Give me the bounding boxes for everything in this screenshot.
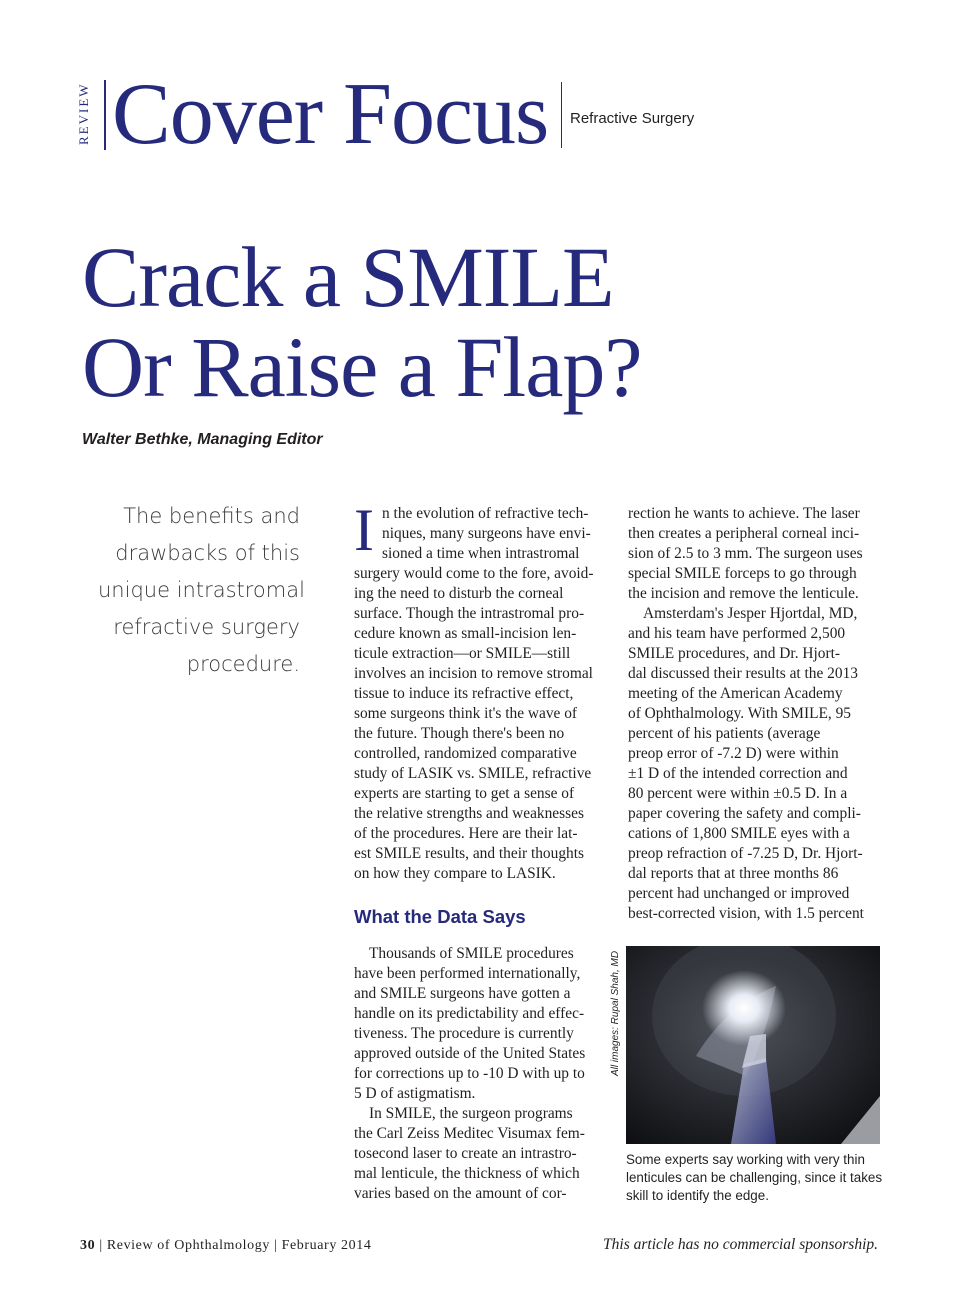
text-line: for corrections up to -10 D with up to [354, 1065, 585, 1082]
text-line: of Ophthalmology. With SMILE, 95 [628, 705, 851, 722]
text-line: surgery would come to the fore, avoid- [354, 565, 594, 582]
caption-line: skill to identify the edge. [626, 1188, 769, 1203]
text-line: ticule extraction—or SMILE—still [354, 645, 571, 662]
text-line: approved outside of the United States [354, 1045, 586, 1062]
page-footer [80, 1238, 371, 1254]
headline-line-1: Crack a SMILE [82, 229, 614, 325]
text-line: and his team have performed 2,500 [628, 625, 846, 642]
text-line: n the evolution of refractive tech- [382, 505, 589, 522]
footer-separator: | [99, 1238, 103, 1253]
text-line: SMILE procedures, and Dr. Hjort- [628, 645, 840, 662]
text-line: niques, many surgeons have envi- [382, 525, 591, 542]
header-divider-left [104, 80, 106, 150]
deck-line: unique intrastromal [98, 578, 305, 602]
text-line: some surgeons think it's the wave of [354, 705, 578, 722]
sponsorship-note: This article has no commercial sponsorship. [603, 1236, 878, 1253]
text-line: paper covering the safety and compli- [628, 805, 861, 822]
photo-credit: All images: Rupal Shah, MD [610, 950, 621, 1076]
text-line: mal lenticule, the thickness of which [354, 1165, 580, 1182]
section-title: Cover Focus [112, 66, 549, 163]
text-line: tiveness. The procedure is currently [354, 1025, 574, 1042]
drop-cap: I [354, 497, 374, 563]
headline-line-2: Or Raise a Flap? [82, 319, 642, 415]
deck-line: The benefits and [123, 504, 300, 528]
text-line: the relative strengths and weaknesses [354, 805, 584, 822]
column-1-data [354, 944, 606, 1204]
surgical-photo [626, 946, 880, 1144]
text-line: controlled, randomized comparative [354, 745, 577, 762]
text-line: the incision and remove the lenticule. [628, 585, 859, 602]
header-divider-right [561, 82, 562, 148]
byline: Walter Bethke, Managing Editor [82, 431, 323, 448]
text-line: involves an incision to remove stromal [354, 665, 593, 682]
section-subject: Refractive Surgery [570, 110, 695, 127]
text-line: study of LASIK vs. SMILE, refractive [354, 765, 592, 782]
text-line: then creates a peripheral corneal inci- [628, 525, 860, 542]
text-line: of the procedures. Here are their lat- [354, 825, 578, 842]
text-line: and SMILE surgeons have gotten a [354, 985, 571, 1002]
photo-caption [626, 1151, 882, 1205]
text-line: 5 D of astigmatism. [354, 1085, 476, 1102]
text-line: the future. Though there's been no [354, 725, 565, 742]
text-line: percent had unchanged or improved [628, 885, 850, 902]
text-line: ing the need to disturb the corneal [354, 585, 564, 602]
text-line: Thousands of SMILE procedures [369, 945, 574, 962]
text-line: meeting of the American Academy [628, 685, 843, 702]
text-line: sion of 2.5 to 3 mm. The surgeon uses [628, 545, 863, 562]
text-line: preop error of -7.2 D) were within [628, 745, 839, 762]
text-line: ±1 D of the intended correction and [628, 765, 848, 782]
light-glare [702, 970, 786, 1046]
text-line: tosecond laser to create an intrastro- [354, 1145, 577, 1162]
footer-separator: | [274, 1238, 278, 1253]
deck-line: refractive surgery [113, 615, 300, 639]
issue-date: February 2014 [281, 1238, 372, 1253]
column-2 [628, 504, 880, 924]
text-line: have been performed internationally, [354, 965, 581, 982]
page-number: 30 [80, 1238, 96, 1253]
text-line: the Carl Zeiss Meditec Visumax fem- [354, 1125, 585, 1142]
text-line: sioned a time when intrastromal [382, 545, 580, 562]
text-line: on how they compare to LASIK. [354, 865, 556, 882]
caption-line: lenticules can be challenging, since it takes [626, 1170, 883, 1185]
text-line: special SMILE forceps to go through [628, 565, 857, 582]
text-line: est SMILE results, and their thoughts [354, 845, 584, 862]
deck-line: drawbacks of this [115, 541, 300, 565]
text-line: experts are starting to get a sense of [354, 785, 575, 802]
text-line: rection he wants to achieve. The laser [628, 505, 860, 522]
text-line: best-corrected vision, with 1.5 percent [628, 905, 864, 922]
text-line: 80 percent were within ±0.5 D. In a [628, 785, 848, 802]
column-1-intro [354, 504, 606, 884]
publication-name: Review of Ophthalmology [106, 1238, 270, 1253]
deck-line: procedure. [186, 652, 300, 676]
text-line: varies based on the amount of cor- [354, 1185, 567, 1202]
text-line: dal discussed their results at the 2013 [628, 665, 858, 682]
text-line: Amsterdam's Jesper Hjortdal, MD, [643, 605, 858, 622]
text-line: handle on its predictability and effec- [354, 1005, 585, 1022]
section-subhead: What the Data Says [354, 906, 526, 927]
text-line: surface. Though the intrastromal pro- [354, 605, 585, 622]
text-line: percent of his patients (average [628, 725, 821, 742]
text-line: tissue to induce its refractive effect, [354, 685, 574, 702]
review-label: REVIEW [76, 82, 91, 146]
text-line: cations of 1,800 SMILE eyes with a [628, 825, 850, 842]
text-line: In SMILE, the surgeon programs [369, 1105, 573, 1122]
article-deck [98, 498, 305, 683]
text-line: dal reports that at three months 86 [628, 865, 839, 882]
text-line: cedure known as small-incision len- [354, 625, 577, 642]
article-headline [82, 229, 842, 415]
caption-line: Some experts say working with very thin [626, 1152, 865, 1167]
text-line: preop refraction of -7.25 D, Dr. Hjort- [628, 845, 863, 862]
